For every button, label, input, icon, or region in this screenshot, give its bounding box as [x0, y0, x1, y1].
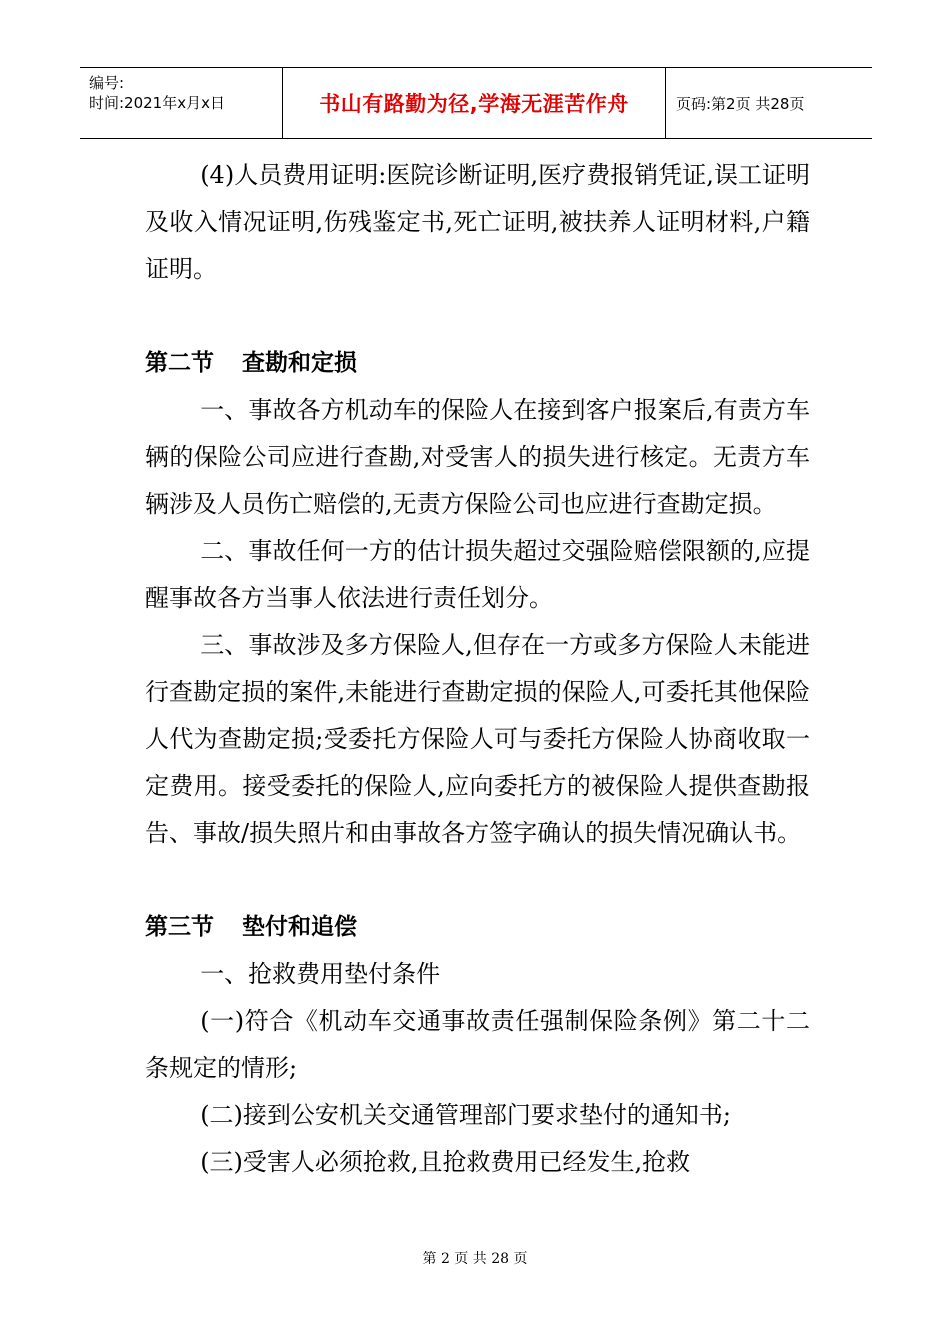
section-3-paragraph-1: 一、抢救费用垫付条件 [200, 960, 441, 988]
spacer [145, 857, 810, 904]
page-footer [0, 1248, 950, 1268]
section-3-paragraph-4: (三)受害人必须抢救,且抢救费用已经发生,抢救 [200, 1148, 691, 1176]
section-2-paragraph-3: 三、事故涉及多方保险人,但存在一方或多方保险人未能进行查勘定损的案件,未能进行查勘定损的保险人,可委托其他保险人代为查勘定损;受委托方保险人可与委托方保险人协商收取一定费用。接受委托的保险人,应向委托方的被保险人提供查勘报告、事故/损失照片和由事故各方签字确认的损失情况确认书。 [145, 631, 810, 847]
footer-page-number: 第 2 页 共 28 页 [422, 1251, 528, 1267]
header-meta [80, 68, 283, 138]
section-title-3 [145, 904, 810, 951]
section-2-paragraph-2: 二、事故任何一方的估计损失超过交强险赔偿限额的,应提醒事故各方当事人依法进行责任划分。 [145, 537, 810, 612]
section-2-paragraph-1: 一、事故各方机动车的保险人在接到客户报案后,有责方车辆的保险公司应进行查勘,对受害人的损失进行核定。无责方车辆涉及人员伤亡赔偿的,无责方保险公司也应进行查勘定损。 [145, 396, 810, 518]
document-header [80, 67, 872, 139]
header-motto-cell [283, 68, 666, 138]
spacer [145, 293, 810, 340]
section-3-paragraph-2: (一)符合《机动车交通事故责任强制保险条例》第二十二条规定的情形; [145, 1007, 810, 1082]
section-title-2 [145, 340, 810, 387]
header-page-info [666, 68, 872, 138]
section-3-text: 垫付和追偿 [242, 914, 357, 940]
section-3-paragraph-3: (二)接到公安机关交通管理部门要求垫付的通知书; [200, 1101, 731, 1129]
section-3-number: 第三节 [145, 914, 214, 940]
section-2-text: 查勘和定损 [242, 350, 357, 376]
motto-text: 书山有路勤为径,学海无涯苦作舟 [319, 92, 629, 116]
section-2-number: 第二节 [145, 350, 214, 376]
page-info-text: 页码:第2页 共28页 [676, 94, 805, 113]
time-label: 时间:2021年x月x日 [89, 94, 225, 112]
document-body [145, 152, 810, 1186]
number-label: 编号: [89, 74, 125, 92]
paragraph-personnel-costs: (4)人员费用证明:医院诊断证明,医疗费报销凭证,误工证明及收入情况证明,伤残鉴定书,死亡证明,被扶养人证明材料,户籍证明。 [145, 161, 810, 283]
